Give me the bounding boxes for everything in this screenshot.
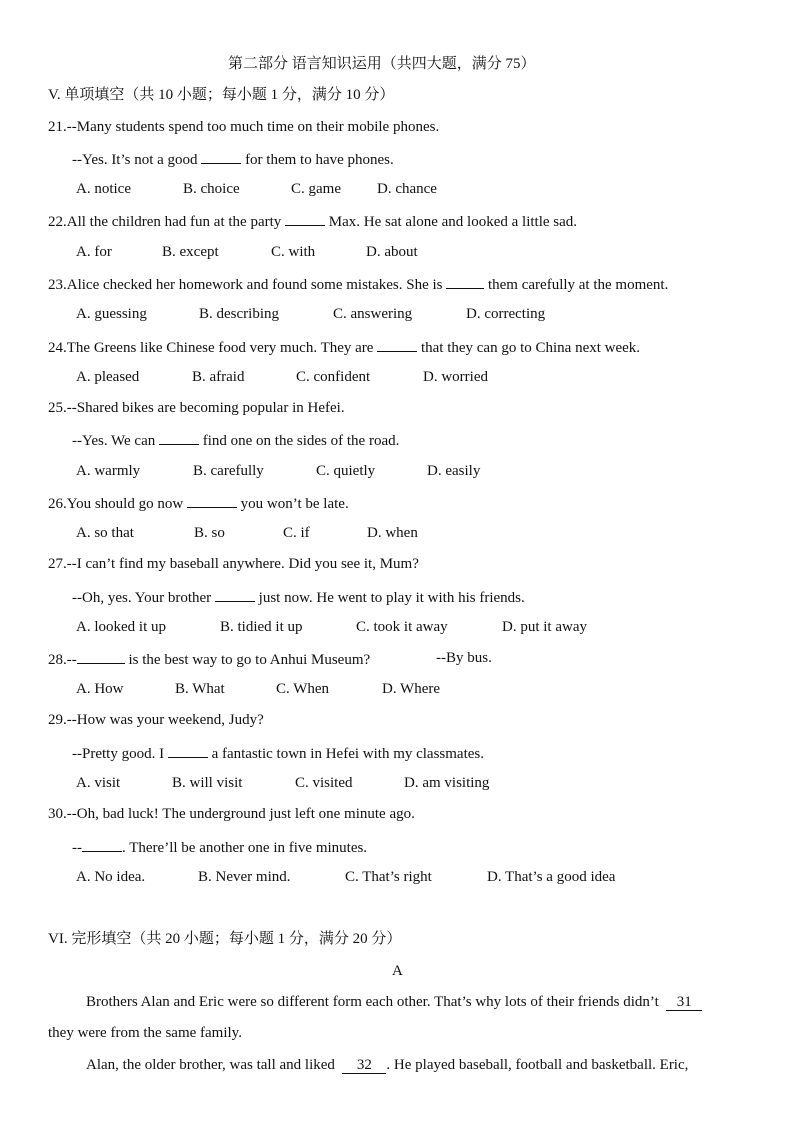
question-text bbox=[48, 649, 370, 669]
answer-text: --Pretty good. I bbox=[72, 746, 165, 762]
question-text-part: you won’t be late. bbox=[240, 496, 349, 512]
question-text: 21.--Many students spend too much time on their mobile phones. bbox=[48, 119, 440, 135]
question-text bbox=[48, 211, 577, 231]
question-text bbox=[48, 337, 640, 357]
answer-line bbox=[72, 587, 525, 607]
option-c[interactable]: C. if bbox=[283, 525, 310, 541]
option-a[interactable]: A. so that bbox=[76, 525, 134, 541]
option-a[interactable]: A. No idea. bbox=[76, 869, 146, 885]
question-text-part: 28.-- bbox=[48, 652, 77, 668]
passage-text: . He played baseball, football and basketball. Eric, bbox=[386, 1057, 689, 1073]
option-c[interactable]: C. That’s right bbox=[345, 869, 432, 885]
answer-text: for them to have phones. bbox=[245, 152, 394, 168]
question-text-part: 23.Alice checked her homework and found some mistakes. She is bbox=[48, 277, 443, 293]
option-d[interactable]: D. worried bbox=[423, 369, 488, 385]
answer-blank[interactable] bbox=[82, 837, 122, 852]
passage-line bbox=[86, 993, 702, 1011]
passage-line bbox=[86, 1056, 688, 1074]
option-b[interactable]: B. What bbox=[175, 681, 225, 697]
answer-line bbox=[72, 743, 484, 763]
option-c[interactable]: C. answering bbox=[333, 306, 413, 322]
option-d[interactable]: D. when bbox=[367, 525, 418, 541]
cloze-blank-31[interactable]: 31 bbox=[666, 994, 702, 1011]
option-a[interactable]: A. visit bbox=[76, 775, 121, 791]
answer-text: --Yes. We can bbox=[72, 433, 156, 449]
option-a[interactable]: A. looked it up bbox=[76, 619, 166, 635]
question-reply: --By bus. bbox=[436, 650, 492, 666]
passage-text: Brothers Alan and Eric were so different form each other. That’s why lots of their friends didn’t bbox=[86, 994, 659, 1010]
option-c[interactable]: C. visited bbox=[295, 775, 353, 791]
answer-blank[interactable] bbox=[201, 149, 241, 164]
question-text: 29.--How was your weekend, Judy? bbox=[48, 712, 264, 728]
question-text: 30.--Oh, bad luck! The underground just left one minute ago. bbox=[48, 806, 415, 822]
question-text bbox=[48, 274, 668, 294]
option-b[interactable]: B. tidied it up bbox=[220, 619, 303, 635]
answer-text: --Oh, yes. Your brother bbox=[72, 590, 212, 606]
answer-text: -- bbox=[72, 840, 82, 856]
answer-blank[interactable] bbox=[285, 211, 325, 226]
option-b[interactable]: B. choice bbox=[183, 181, 240, 197]
option-c[interactable]: C. confident bbox=[296, 369, 371, 385]
answer-blank[interactable] bbox=[187, 493, 237, 508]
question-text-part: 26.You should go now bbox=[48, 496, 184, 512]
answer-blank[interactable] bbox=[159, 430, 199, 445]
answer-text: just now. He went to play it with his friends. bbox=[258, 590, 525, 606]
option-b[interactable]: B. describing bbox=[199, 306, 279, 322]
answer-line bbox=[72, 430, 399, 450]
question-text bbox=[48, 493, 349, 513]
option-b[interactable]: B. carefully bbox=[193, 463, 264, 479]
answer-text: --Yes. It’s not a good bbox=[72, 152, 198, 168]
option-b[interactable]: B. except bbox=[162, 244, 219, 260]
option-a[interactable]: A. pleased bbox=[76, 369, 140, 385]
option-d[interactable]: D. correcting bbox=[466, 306, 546, 322]
option-c[interactable]: C. quietly bbox=[316, 463, 376, 479]
option-a[interactable]: A. guessing bbox=[76, 306, 147, 322]
option-d[interactable]: D. easily bbox=[427, 463, 481, 479]
question-text-part: Max. He sat alone and looked a little sad. bbox=[328, 214, 578, 230]
option-d[interactable]: D. chance bbox=[377, 181, 437, 197]
answer-blank[interactable] bbox=[215, 587, 255, 602]
question-text-part: that they can go to China next week. bbox=[420, 340, 641, 356]
answer-blank[interactable] bbox=[77, 649, 125, 664]
answer-text: a fantastic town in Hefei with my classmates. bbox=[211, 746, 485, 762]
option-c[interactable]: C. with bbox=[271, 244, 316, 260]
question-text: 25.--Shared bikes are becoming popular in Hefei. bbox=[48, 400, 345, 416]
section-5-title: V. 单项填空（共 10 小题；每小题 1 分，满分 10 分） bbox=[48, 87, 395, 103]
option-d[interactable]: D. Where bbox=[382, 681, 441, 697]
question-text-part: them carefully at the moment. bbox=[487, 277, 669, 293]
cloze-blank-32[interactable]: 32 bbox=[342, 1057, 386, 1074]
answer-line bbox=[72, 837, 367, 857]
question-text-part: 24.The Greens like Chinese food very much. They are bbox=[48, 340, 374, 356]
page-heading: 第二部分 语言知识运用（共四大题，满分 75） bbox=[228, 56, 536, 72]
option-a[interactable]: A. for bbox=[76, 244, 112, 260]
answer-line bbox=[72, 149, 394, 169]
passage-text: Alan, the older brother, was tall and liked bbox=[86, 1057, 335, 1073]
question-text-part: is the best way to go to Anhui Museum? bbox=[128, 652, 371, 668]
answer-blank[interactable] bbox=[377, 337, 417, 352]
option-a[interactable]: A. warmly bbox=[76, 463, 141, 479]
option-b[interactable]: B. so bbox=[194, 525, 225, 541]
section-6-title: VI. 完形填空（共 20 小题；每小题 1 分，满分 20 分） bbox=[48, 931, 402, 947]
question-text: 27.--I can’t find my baseball anywhere. Did you see it, Mum? bbox=[48, 556, 419, 572]
option-b[interactable]: B. will visit bbox=[172, 775, 243, 791]
answer-blank[interactable] bbox=[446, 274, 484, 289]
passage-line: they were from the same family. bbox=[48, 1025, 242, 1041]
answer-blank[interactable] bbox=[168, 743, 208, 758]
option-d[interactable]: D. That’s a good idea bbox=[487, 869, 616, 885]
passage-label: A bbox=[392, 963, 403, 979]
answer-text: find one on the sides of the road. bbox=[202, 433, 400, 449]
answer-text: . There’ll be another one in five minutes. bbox=[122, 840, 368, 856]
option-c[interactable]: C. When bbox=[276, 681, 330, 697]
option-c[interactable]: C. game bbox=[291, 181, 341, 197]
option-c[interactable]: C. took it away bbox=[356, 619, 448, 635]
option-b[interactable]: B. afraid bbox=[192, 369, 245, 385]
option-a[interactable]: A. How bbox=[76, 681, 124, 697]
option-b[interactable]: B. Never mind. bbox=[198, 869, 291, 885]
question-text-part: 22.All the children had fun at the party bbox=[48, 214, 282, 230]
option-d[interactable]: D. put it away bbox=[502, 619, 587, 635]
option-d[interactable]: D. am visiting bbox=[404, 775, 490, 791]
option-d[interactable]: D. about bbox=[366, 244, 418, 260]
option-a[interactable]: A. notice bbox=[76, 181, 131, 197]
